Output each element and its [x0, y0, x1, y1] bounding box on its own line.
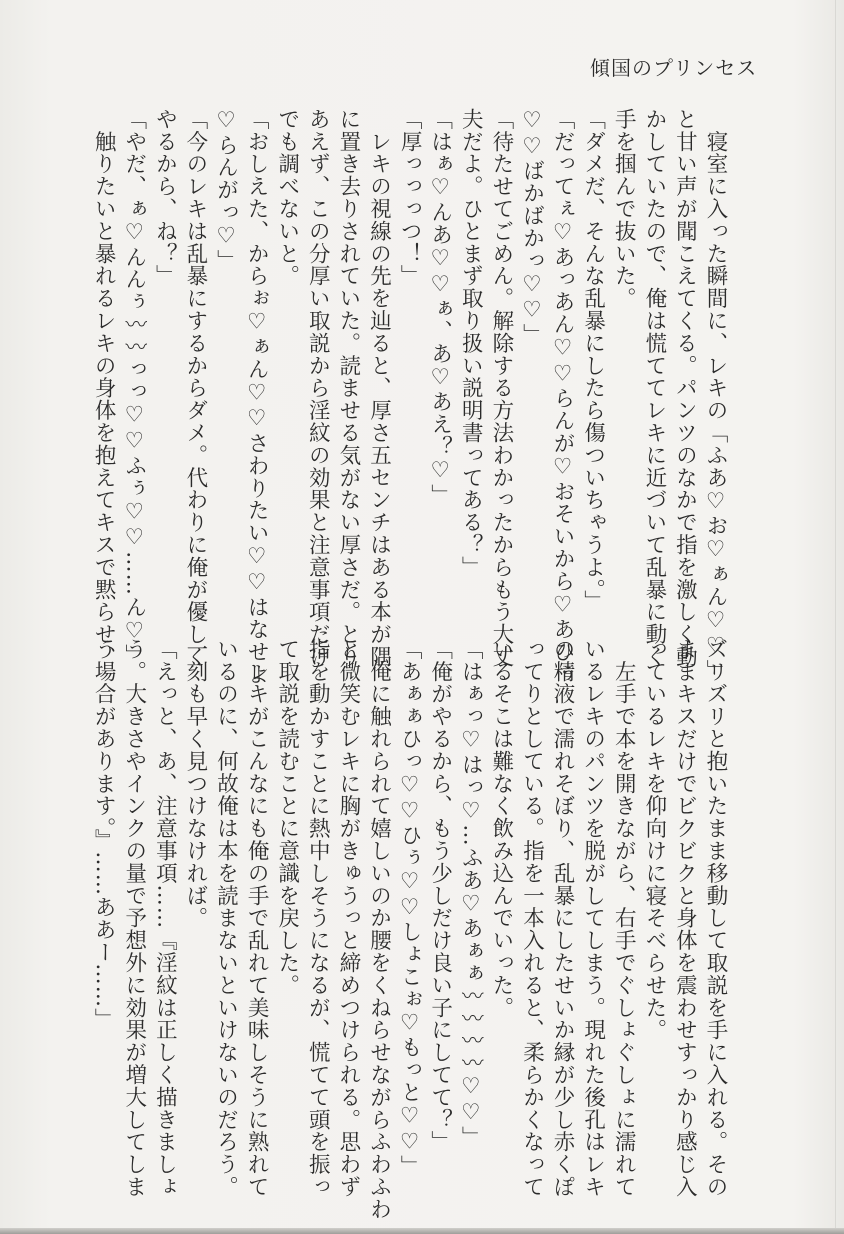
text-line: 手を掴んで抜いた。 — [611, 108, 637, 310]
text-line: レキがこんなにも俺の手で乱れて美味しそうに熟れて — [244, 638, 270, 1198]
text-line: 「俺がやるから、もう少しだけ良い子にしてて？」 — [427, 638, 453, 1154]
text-line: ままキスだけでビクビクと身体を震わせすっかり感じ入 — [672, 638, 698, 1198]
text-line: と甘い声が聞こえてくる。パンツのなかで指を激しく動 — [672, 108, 698, 668]
text-line: ♡らんがっ♡」 — [213, 108, 239, 272]
text-line: レキの視線の先を辿ると、厚さ五センチはある本が隅 — [366, 108, 392, 668]
text-line: 「おしえた、からぉ♡ぁん♡♡さわりたい♡♡はなせよ — [244, 108, 270, 686]
text-line: 「待たせてごめん。解除する方法わかったからもう大丈 — [488, 108, 514, 668]
text-line: 「はぁ♡んあ♡♡ぁ、あ♡あえ？♡」 — [427, 108, 453, 507]
text-line: 夫だよ。ひとまず取り扱い説明書ってある？」 — [458, 108, 484, 579]
text-line: 「えっと、あ、注意事項……『淫紋は正しく描きましょ — [152, 638, 178, 1198]
text-line: っているレキを仰向けに寝そべらせた。 — [641, 638, 667, 1042]
text-line: いるレキのパンツを脱がしてしまう。現れた後孔はレキ — [580, 638, 606, 1198]
text-line: う場合があります。』……ああー……」 — [91, 638, 117, 1031]
page-edge-line — [835, 0, 836, 1234]
text-block-upper — [91, 108, 730, 686]
page-bottom-shadow — [0, 1228, 844, 1234]
text-line: 左手で本を開きながら、右手でぐしょぐしょに濡れて — [611, 638, 637, 1198]
text-line: 俺に触れられて嬉しいのか腰をくねらせながらふわふわ — [366, 638, 392, 1221]
text-line: て取説を読むことに意識を戻した。 — [274, 638, 300, 997]
text-line: 「やだ、ぁ♡んんぅ〰〰っっ♡♡ふぅ♡♡……ん♡」 — [121, 108, 147, 667]
text-line: の精液で濡れそぼり、乱暴にしたせいか縁が少し赤くぽ — [550, 638, 576, 1198]
text-line: 指を動かすことに熱中しそうになるが、慌てて頭を振っ — [305, 638, 331, 1198]
running-head-title: 傾国のプリンセス — [590, 56, 758, 80]
text-line: やるから、ね？」 — [152, 108, 178, 288]
text-line: に置き去りされていた。読ませる気がない厚さだ。とり — [335, 108, 361, 668]
text-line: 「だってぇ♡あっあん♡♡らんが♡おそいから♡あひぅ — [550, 108, 576, 686]
text-line: 「はぁっ♡はっ♡…ふあ♡あぁぁ〰〰〰〰♡♡」 — [458, 638, 484, 1149]
text-line: 触りたいと暴れるレキの身体を抱えてキスで黙らせ、 — [91, 108, 117, 668]
text-block-lower — [91, 638, 730, 1221]
text-line: 一刻も早く見つけなければ。 — [182, 638, 208, 930]
text-line: と微笑むレキに胸がきゅうっと締めつけられる。思わず — [335, 638, 361, 1198]
text-line: いるのに、何故俺は本を読まないといけないのだろう。 — [213, 638, 239, 1198]
text-line: 「あぁぁひっ♡♡ひぅ♡♡しょこぉ♡もっと♡♡」 — [397, 638, 423, 1178]
text-line: ズリズリと抱いたまま移動して取説を手に入れる。その — [703, 638, 728, 1198]
text-line: 寝室に入った瞬間に、レキの「ふあ♡お♡ぁん♡♡」 — [703, 108, 728, 682]
text-line: ってりとしている。指を一本入れると、柔らかくなって — [519, 638, 545, 1198]
text-line: 「今のレキは乱暴にするからダメ。代わりに俺が優しく — [182, 108, 208, 668]
text-line: でも調べないと。 — [274, 108, 300, 288]
text-line: 「ダメだ、そんな乱暴にしたら傷ついちゃうよ。」 — [580, 108, 606, 613]
text-line: あえず、この分厚い取説から淫紋の効果と注意事項だけ — [305, 108, 331, 668]
text-line: う。大きさやインクの量で予想外に効果が増大してしま — [121, 638, 147, 1198]
text-line: ♡♡ばかばかっ♡♡」 — [519, 108, 545, 346]
text-line: いるそこは難なく飲み込んでいった。 — [488, 638, 514, 1019]
text-line: 「厚っっっつ！」 — [397, 108, 423, 288]
text-line: かしていたので、俺は慌ててレキに近づいて乱暴に動く — [641, 108, 667, 668]
